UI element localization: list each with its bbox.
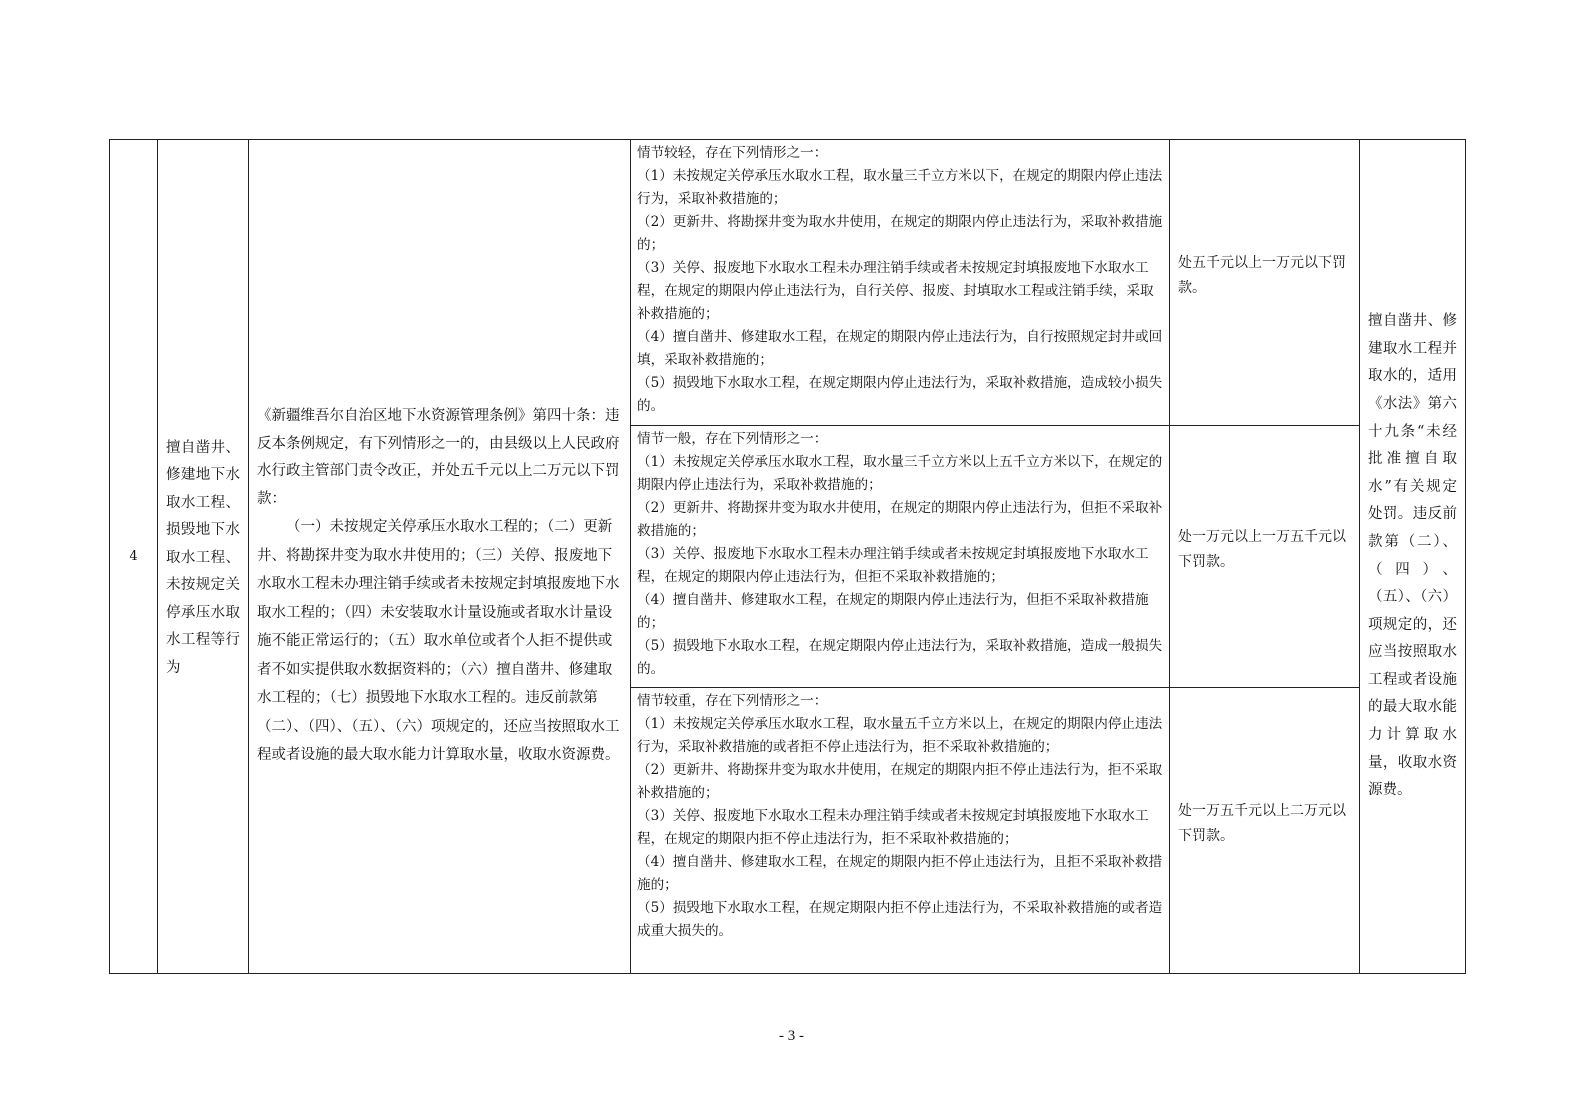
legal-basis-header: 《新疆维吾尔自治区地下水资源管理条例》第四十条：违反本条例规定，有下列情形之一的，由县级以上人民政府水行政主管部门责令改正，并处五千元以上二万元以下罚款：: [257, 408, 620, 507]
penalty-standards-table: [109, 139, 1466, 974]
circumstance-cell-minor: [631, 140, 1170, 426]
legal-basis-body: （一）未按规定关停承压水取水工程的；（二）更新井、将勘探井变为取水井使用的；（三）关停、报废地下水取水工程未办理注销手续或者未按规定封填报废地下水取水工程的；（四）未安装取水计量设施或者取水计量设施不能正常运行的；（五）取水单位或者个人拒不提供或者不如实提供取水数据资料的；（六）擅自凿井、修建取水工程的；（七）损毁地下水取水工程的。违反前款第（二）、（四）、（五）、（六）项规定的，还应当按照取水工程或者设施的最大取水能力计算取水量，收取水资源费。: [257, 519, 620, 764]
table-row: [110, 140, 1466, 426]
penalty-text: 处一万元以上一万五千元以下罚款。: [1178, 528, 1346, 570]
circumstance-item: （4）擅自凿井、修建取水工程，在规定的期限内拒不停止违法行为，且拒不采取补救措施的；: [637, 854, 1163, 893]
circumstance-item: （5）损毁地下水取水工程，在规定期限内停止违法行为，采取补救措施，造成较小损失的。: [637, 375, 1163, 414]
row-number-cell: [110, 140, 158, 974]
circumstance-item: （2）更新井、将勘探井变为取水井使用，在规定的期限内拒不停止违法行为，拒不采取补救措施的；: [637, 762, 1163, 801]
circumstance-item: （4）擅自凿井、修建取水工程，在规定的期限内停止违法行为，但拒不采取补救措施的；: [637, 592, 1149, 631]
circumstance-item: （5）损毁地下水取水工程，在规定期限内停止违法行为，采取补救措施，造成一般损失的。: [637, 638, 1163, 677]
circumstance-item: （1）未按规定关停承压水取水工程，取水量三千立方米以上五千立方米以下，在规定的期限内停止违法行为，采取补救措施的；: [637, 454, 1163, 493]
violation-text: 擅自凿井、修建地下水取水工程、损毁地下水取水工程、未按规定关停承压水取水工程等行为: [166, 439, 240, 676]
penalty-cell-minor: [1170, 140, 1360, 426]
circumstance-item: （1）未按规定关停承压水取水工程，取水量三千立方米以下，在规定的期限内停止违法行为，采取补救措施的；: [637, 168, 1163, 207]
circumstance-item: （5）损毁地下水取水工程，在规定期限内拒不停止违法行为，不采取补救措施的或者造成重大损失的。: [637, 900, 1163, 939]
circumstance-item: （3）关停、报废地下水取水工程未办理注销手续或者未按规定封填报废地下水取水工程，在规定的期限内停止违法行为，自行关停、报废、封填取水工程或注销手续，采取补救措施的；: [637, 260, 1154, 322]
penalty-text: 处五千元以上一万元以下罚款。: [1178, 254, 1346, 296]
penalty-cell-serious: [1170, 688, 1360, 974]
circumstance-item: （2）更新井、将勘探井变为取水井使用，在规定的期限内停止违法行为，但拒不采取补救措施的；: [637, 500, 1163, 539]
penalty-cell-general: [1170, 426, 1360, 688]
circumstance-item: （4）擅自凿井、修建取水工程，在规定的期限内停止违法行为，自行按照规定封井或回填，采取补救措施的；: [637, 329, 1163, 368]
page-number: - 3 -: [779, 1028, 804, 1044]
circumstance-header: 情节一般，存在下列情形之一：: [637, 431, 828, 447]
legal-basis-cell: [249, 140, 631, 974]
circumstance-item: （3）关停、报废地下水取水工程未办理注销手续或者未按规定封填报废地下水取水工程，在规定的期限内停止违法行为，但拒不采取补救措施的；: [637, 546, 1149, 585]
note-cell: [1360, 140, 1466, 974]
circumstance-item: （2）更新井、将勘探井变为取水井使用，在规定的期限内停止违法行为，采取补救措施的；: [637, 214, 1163, 253]
note-text: 擅自凿井、修建取水工程并取水的，适用《水法》第六十九条“未经批准擅自取水”有关规定处罚。违反前款第（二）、（四）、（五）、（六）项规定的，还应当按照取水工程或者设施的最大取水能力计算取水量，收取水资源费。: [1368, 313, 1457, 799]
circumstance-cell-serious: [631, 688, 1170, 974]
circumstance-header: 情节较重，存在下列情形之一：: [637, 693, 828, 709]
circumstance-header: 情节较轻，存在下列情形之一：: [637, 145, 828, 161]
circumstance-cell-general: [631, 426, 1170, 688]
penalty-text: 处一万五千元以上二万元以下罚款。: [1178, 802, 1346, 844]
circumstance-item: （3）关停、报废地下水取水工程未办理注销手续或者未按规定封填报废地下水取水工程，在规定的期限内拒不停止违法行为，拒不采取补救措施的；: [637, 808, 1149, 847]
violation-cell: [158, 140, 249, 974]
circumstance-item: （1）未按规定关停承压水取水工程，取水量五千立方米以上，在规定的期限内停止违法行为，采取补救措施的或者拒不停止违法行为，拒不采取补救措施的；: [637, 716, 1163, 755]
row-number: 4: [129, 549, 138, 564]
